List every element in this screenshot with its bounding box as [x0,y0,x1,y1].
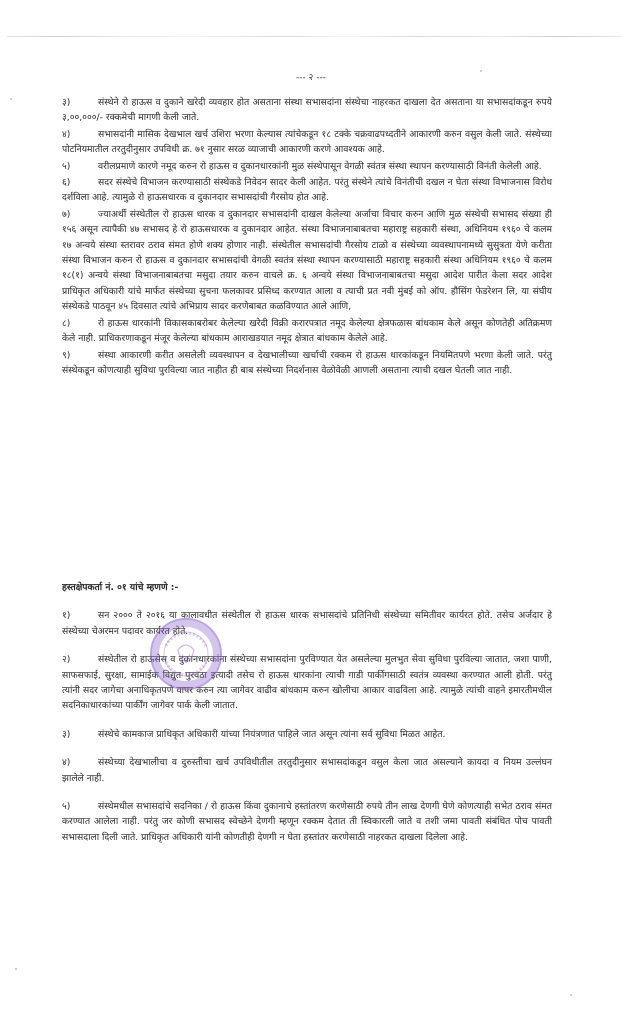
paragraph-text: संस्था आकारणी करीत असलेली व्यवस्थापन व देखभालीच्या खर्चाची रक्कम रो हाऊस धारकांकडून नियमितपणे भरणा केली जाते. परंतु संस्थेकडून कोणत्याही सुविधा पुरविल्या जात नाहीत ही बाब संस्थेच्या निदर्शनास वेळोवेळी आणली असताना त्याची दखल घेतली जात नाही. [62,349,552,376]
intervener-section [62,580,552,858]
paragraph-text: सदर संस्थेचे विभाजन करण्यासाठी संस्थेकडे निवेदन सादर केली आहेत. परंतु संस्थेने त्यांचे विनंतीची दखल न घेता संस्था विभाजनास विरोध दर्शविला आहे. त्यामुळे रो हाऊसधारक व दुकानदार सभासदांची गैरसोय होत आहे. [62,177,552,204]
paragraph-8 [62,316,552,347]
paragraph-number: २) [62,654,71,666]
paragraph-number: ९) [62,349,71,361]
paragraph-5 [62,159,552,174]
scan-speck [15,968,17,970]
paragraph-text: संस्थेचे कामकाज प्राधिकृत अधिकारी यांच्या नियंत्रणात पाहिले जात असून त्यांना सर्व सुविधा मिळत आहेत. [98,728,446,740]
paragraph-text: संस्थेमधील सभासदांचे सदनिका / रो हाऊस किंवा दुकानाचे हस्तांतरण करणेसाठी रुपये तीन लाख देणगी घेणे कोणत्याही सभेत ठराव संमत करण्यात आलेला नाही. परंतु जर कोणी सभासद स्वेच्छेने देणगी म्हणून रक्कम देतात ती स्विकारली जाते व तशी जमा पावती संबंधित पोच पावती सभासदाला दिली जाते. प्राधिकृत अधिकारी यांनी कोणतीही देणगी न घेता हस्तांतर करणेसाठी नाहरकत दाखला दिलेला आहे. [62,801,552,843]
paragraph-4 [62,127,552,158]
paragraph-number: ५) [62,160,71,172]
paragraph-text: रो हाऊस धारकांनी विकासकाबरोबर केलेल्या खरेदी विक्री करारपत्रात नमूद केलेल्या क्षेत्रफळास बांधकाम केले असून कोणतेही अतिक्रमण केले नाही. प्राधिकरणाकडून मंजूर केलेल्या बांधकाम आराखडयात नमूद क्षेत्रात बांधकाम केलेले आहे. [62,317,552,345]
paragraph-text: संस्थेने रो हाऊस व दुकाने खरेदी व्यवहार होत असताना संस्था सभासदांना संस्थेचा नाहरकत दाखला देत असताना या सभासदांकडून रुपये ३,००,०००/- रक्कमेची मागणी केली जाते. [62,97,552,124]
paragraph-number: ४) [62,128,71,140]
paragraph-number: ७) [62,208,71,220]
intervener-paragraph-1 [62,608,552,639]
intervener-paragraph-5 [62,799,552,845]
paragraph-text: संस्थेतील रो हाऊसेस व दुकानधारकांना संस्थेच्या सभासदांना पुरविण्यात येत असलेल्या मुलभुत सेवा सुविधा पुरविल्या जातात, जशा पाणी, साफसफाई, सुरक्षा, सामाईक विद्युत पुरवठा इत्यादी तसेच रो हाऊस धारकांना त्याची गाडी पार्कीगसाठी स्वतंत्र व्यवस्था करण्यात आली होती. परंतु त्यांनी सदर जागेचा अनाधिकृतपणे वापर करुन त्या जागेवर वाढीव बांधकाम करुन खोलीचा आकार वाढविला आहे. त्यामुळे त्यांची वाहने इमारतीमधील सदनिकाधारकांच्या पार्कींग जागेवर पार्क केली जातात. [62,654,552,712]
paragraph-number: १) [62,610,71,622]
paragraph-text: ज्याअर्थी संस्थेतील रो हाऊस धारक व दुकानदार सभासदांनी दाखल केलेल्या अर्जाचा विचार करुन आणि मुळ संस्थेची सभासद संख्या ही १५६ असून त्यापैकी ४७ सभासद हे रो हाऊसधारक व दुकानदार आहेत. संस्था विभाजनाबाबतचा महाराष्ट्र सहकारी संस्था, अधिनियम १९६० चे कलम १७ अन्वये संस्था स्तरावर ठराव संमत होणे शक्य होणार नाही. संस्थेतील सभासदांची गैरसोय टाळो व संस्थेच्या व्यवस्थापनामध्ये सुसुत्रता येणे करीता संस्था विभाजन करुन रो हाऊस व दुकानदार सभासदांची वेगळी स्वतंत्र संस्था स्थापन करण्यासाठी महाराष्ट्र सहकारी संस्था अधिनियम १९६० चे कलम १८(१) अन्वये संस्था विभाजनाबाबतचा मसुदा तयार करुन वाचले क्र. ६ अन्वये संस्था विभाजनाबाबतचा मसुदा आदेश पारीत केला सदर आदेश प्राधिकृत अधिकारी यांचे मार्फत संस्थेच्या सुचना फलकावर प्रसिध्द करण्यात आला व त्याची प्रत नवी मुंबई को ऑप. हौसिंग फेडरेशन लि, या संघीय संस्थेकडे पाठवून ४५ दिवसात त्यांचे अभिप्राय सादर करणेबाबत कळविण्यात आले आणि, [62,208,552,313]
intervener-paragraph-4 [62,755,552,786]
paragraph-number: ६) [62,177,71,189]
document-body [62,95,552,379]
paragraph-number: ८) [62,317,71,329]
paragraph-number: ४) [62,757,71,769]
paragraph-7 [62,207,552,315]
paragraph-text: सभासदांनी मासिक देखभाल खर्च उशिरा भरणा केल्यास त्यांचेकडून १८ टक्के चक्रवाढपध्दतीने आकारणी करुन वसुल केली जाते. संस्थेच्या पोटनियमातील तरतुदीनुसार उपविधी क्र. ७१ नुसार सरळ व्याजाची आकारणी करणे आवश्यक आहे. [62,128,552,156]
scan-speck [480,70,482,72]
intervener-paragraph-2 [62,652,552,714]
paragraph-9 [62,348,552,379]
paragraph-3 [62,95,552,126]
paragraph-text: संस्थेच्या देखभालीचा व दुरुस्तीचा खर्च उपविधीतील तरतुदीनुसार सभासदांकडून वसुल केला जात असल्याने कायदा व नियम उल्लंघन झालेले नाही. [62,757,552,784]
paragraph-number: ३) [62,97,71,108]
scan-speck [10,98,12,100]
paragraph-text: सन २००० ते २०१६ या कालावधीत संस्थेतील रो हाऊस धारक सभासदांचे प्रतिनिधी संस्थेच्या समितीवर कार्यरत होते. तसेच अर्जदार हे संस्थेच्या चेअरमन पदावर कार्यरत होते. [62,610,552,637]
paragraph-text: वरीलप्रमाणे कारणे नमूद करुन रो हाऊस व दुकानधारकांनी मुळ संस्थेपासून वेगळी स्वंतत्र संस्था स्थापन करण्यासाठी विनंती केलेली आहे. [98,160,542,172]
paragraph-number: ५) [62,801,71,813]
paragraph-6 [62,175,552,206]
page-number: --- २ --- [296,73,326,83]
intervener-paragraph-3 [62,727,552,742]
section-heading: हस्तक्षेपकर्ता नं. ०१ यांचे म्हणणे :- [62,582,179,593]
scan-speck [570,994,572,996]
scan-edge-line [6,36,622,37]
paragraph-number: ३) [62,728,71,740]
